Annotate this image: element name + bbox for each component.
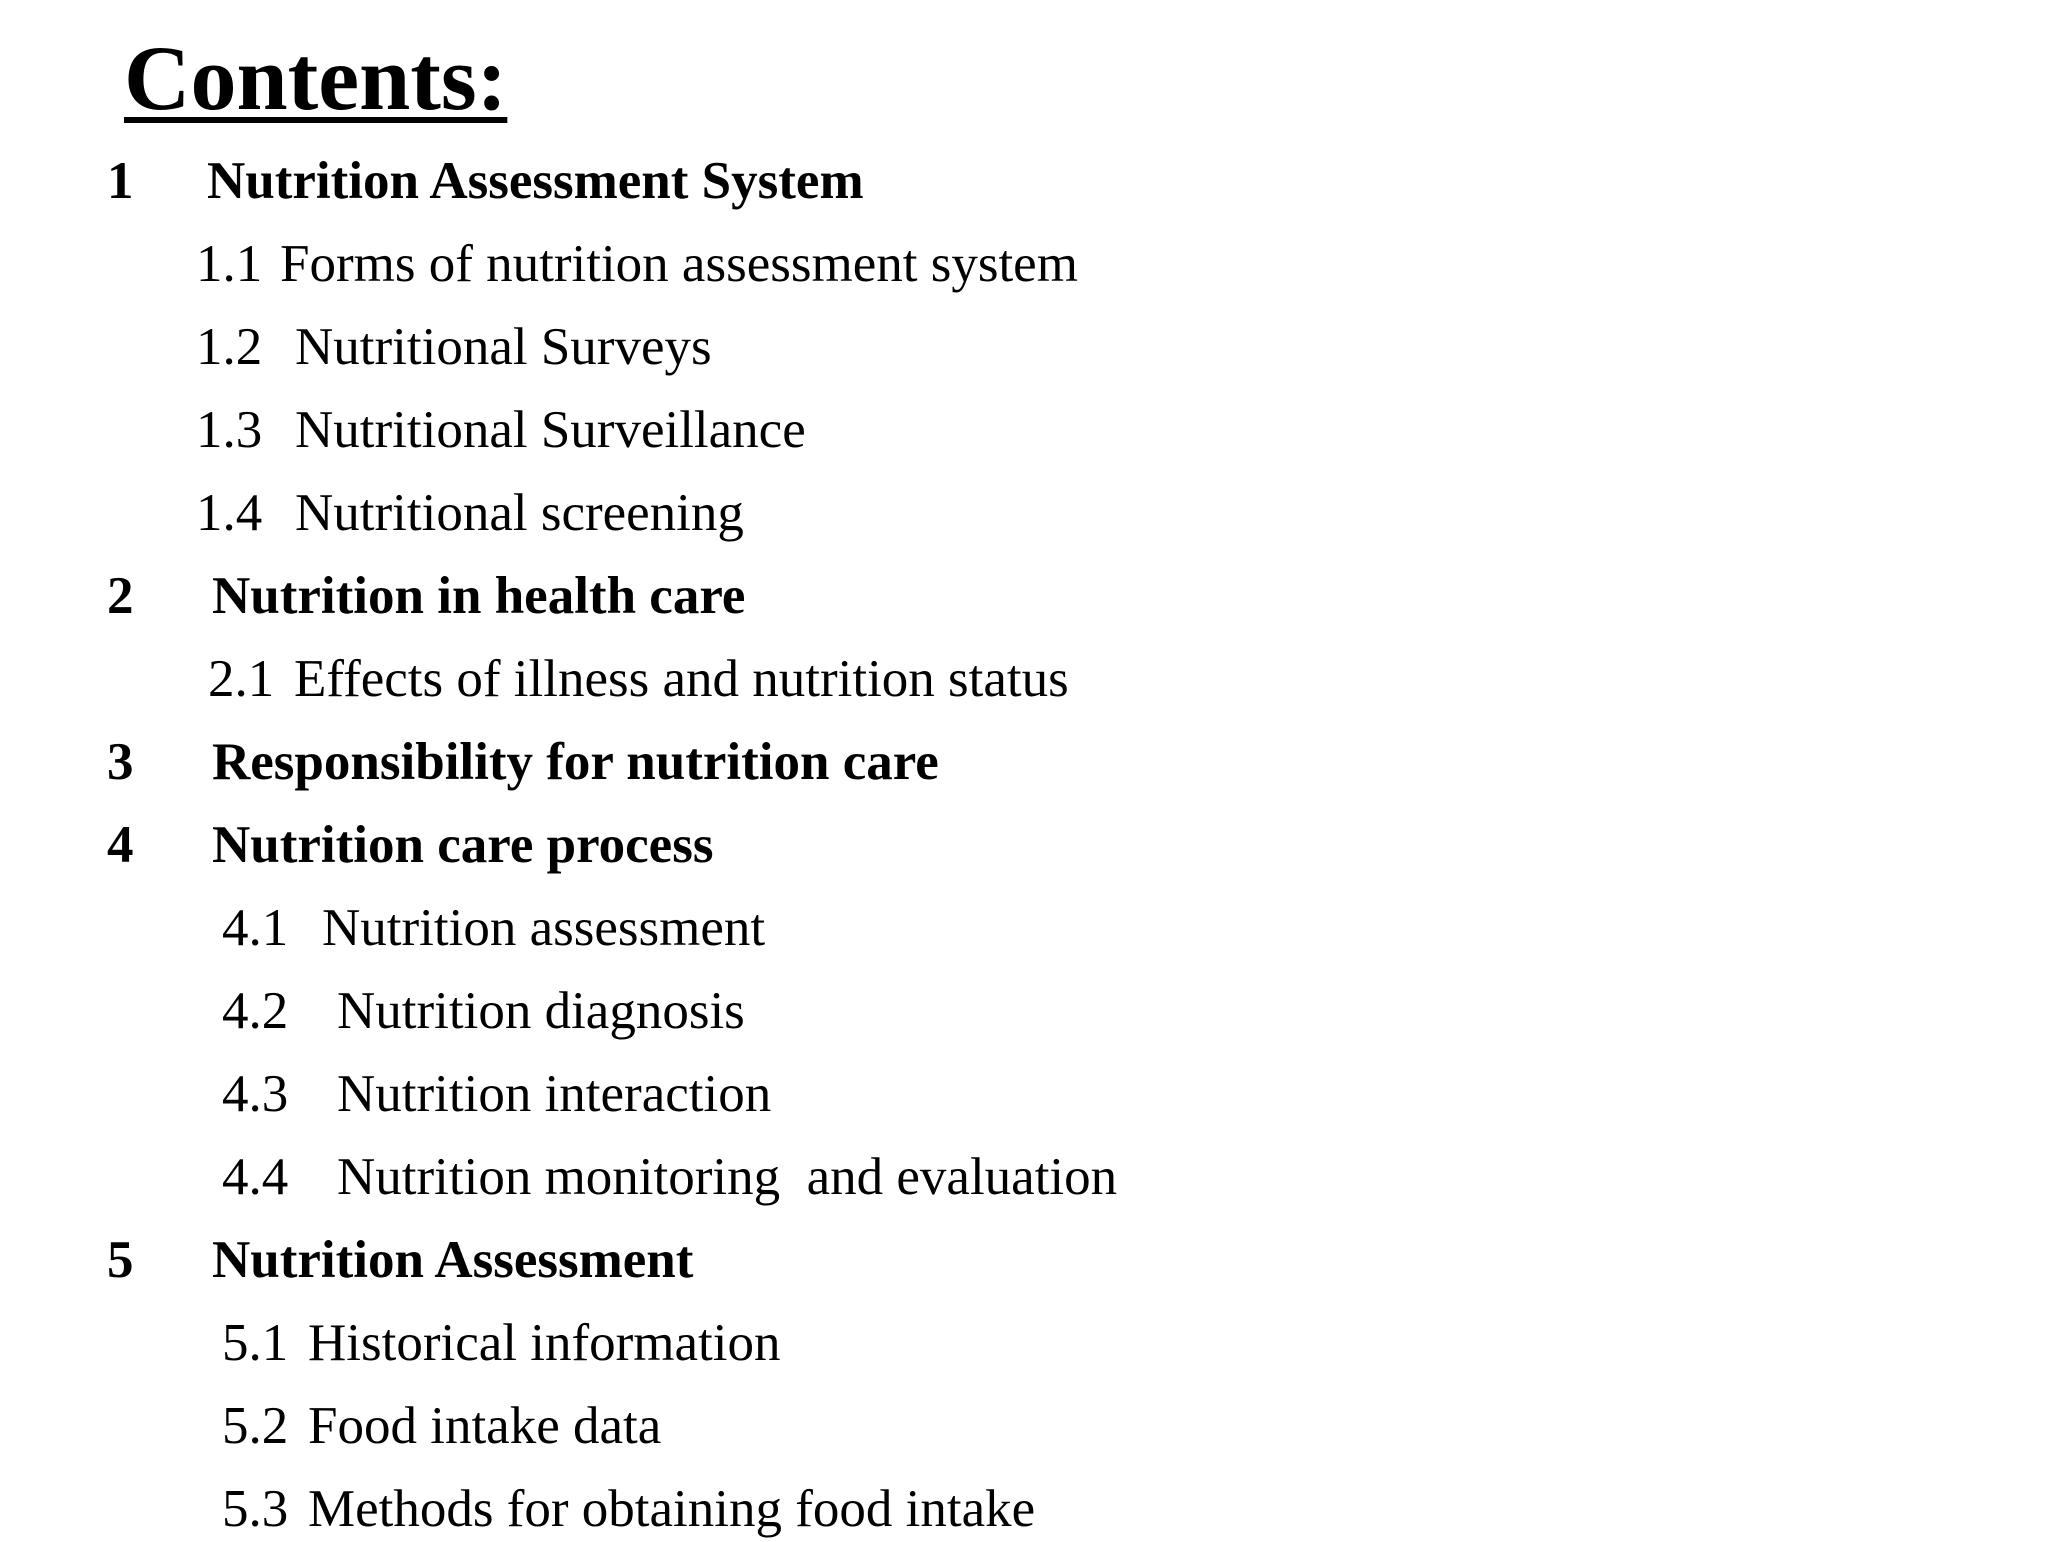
- toc-subsection-5-1: [222, 1312, 780, 1376]
- toc-text: Nutritional screening: [295, 484, 744, 542]
- toc-number: 5: [107, 1231, 134, 1289]
- toc-text: Historical information: [308, 1314, 781, 1372]
- toc-section-1: [107, 150, 864, 214]
- page-title: Contents:: [124, 27, 508, 129]
- toc-text: Nutrition assessment: [322, 899, 766, 957]
- toc-number: 2: [107, 567, 134, 625]
- toc-text: Methods for obtaining food intake: [308, 1480, 1036, 1538]
- toc-subsection-1-2: [196, 316, 712, 380]
- toc-text: Nutritional Surveillance: [295, 401, 806, 459]
- toc-number: 1.2: [196, 318, 263, 376]
- toc-number: 4.4: [222, 1148, 289, 1206]
- toc-number: 4.2: [222, 982, 289, 1040]
- toc-subsection-1-3: [196, 399, 806, 463]
- toc-section-3: [107, 731, 939, 795]
- toc-text: Forms of nutrition assessment system: [280, 235, 1078, 293]
- toc-number: 5.1: [222, 1314, 289, 1372]
- toc-number: 2.1: [208, 650, 275, 708]
- toc-subsection-2-1: [208, 648, 1069, 712]
- toc-section-2: [107, 565, 745, 629]
- toc-text: Effects of illness and nutrition status: [294, 650, 1069, 708]
- toc-text: Nutrition interaction: [337, 1065, 772, 1123]
- toc-text: Responsibility for nutrition care: [212, 733, 939, 791]
- toc-number: 5.2: [222, 1397, 289, 1455]
- toc-subsection-4-2: [222, 980, 745, 1044]
- toc-text: Nutrition in health care: [212, 567, 746, 625]
- toc-subsection-4-1: [222, 897, 765, 961]
- toc-number: 4.3: [222, 1065, 289, 1123]
- toc-text: Nutrition care process: [212, 816, 714, 874]
- toc-text: Nutrition Assessment: [212, 1231, 694, 1289]
- toc-subsection-5-2: [222, 1395, 661, 1459]
- toc-section-4: [107, 814, 713, 878]
- toc-text: Nutrition monitoring and evaluation: [337, 1148, 1118, 1206]
- toc-text: Food intake data: [308, 1397, 662, 1455]
- toc-text: Nutritional Surveys: [295, 318, 712, 376]
- toc-number: 1: [107, 152, 134, 210]
- toc-number: 4.1: [222, 899, 289, 957]
- toc-number: 5.3: [222, 1480, 289, 1538]
- toc-text: Nutrition diagnosis: [337, 982, 745, 1040]
- toc-subsection-5-3: [222, 1478, 1035, 1542]
- toc-subsection-1-1: [196, 233, 1078, 297]
- toc-number: 4: [107, 816, 134, 874]
- toc-number: 3: [107, 733, 134, 791]
- toc-subsection-1-4: [196, 482, 744, 546]
- toc-section-5: [107, 1229, 693, 1293]
- toc-number: 1.4: [196, 484, 263, 542]
- toc-number: 1.3: [196, 401, 263, 459]
- toc-subsection-4-4: [222, 1146, 1117, 1210]
- toc-text: Nutrition Assessment System: [207, 152, 864, 210]
- toc-number: 1.1: [196, 235, 263, 293]
- toc-subsection-4-3: [222, 1063, 771, 1127]
